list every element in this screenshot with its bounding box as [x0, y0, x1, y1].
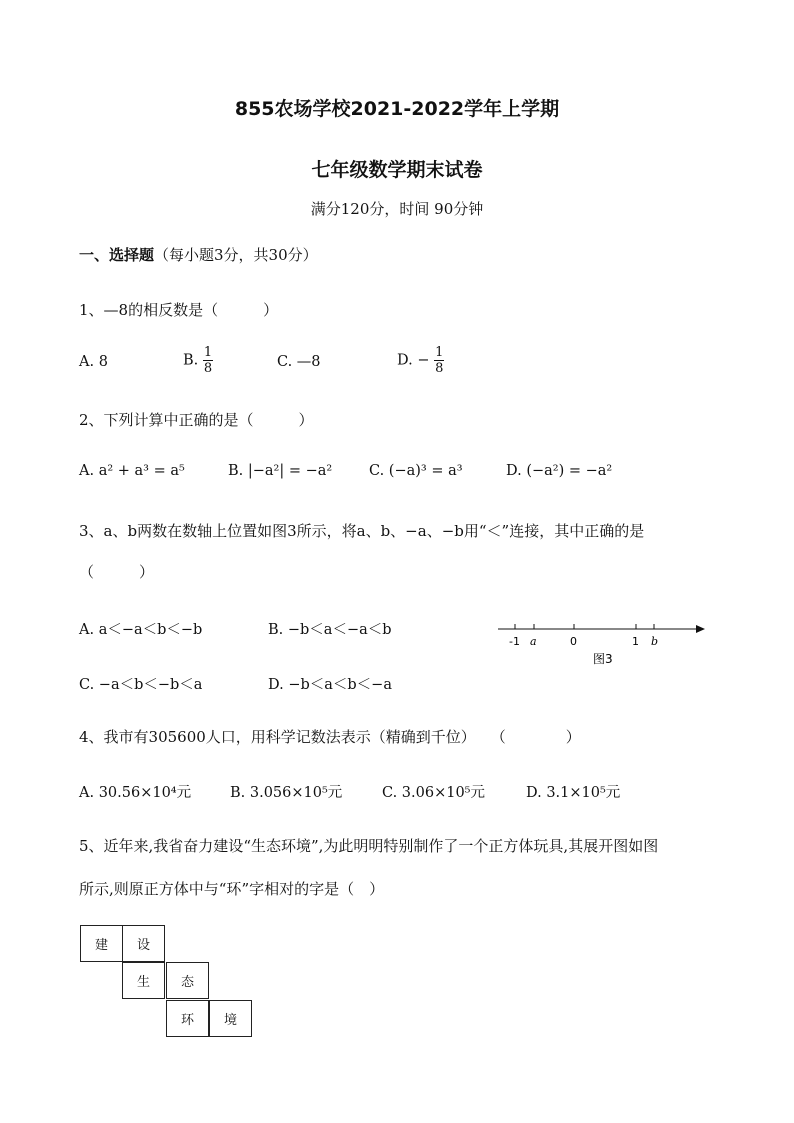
- fraction-denominator: 8: [203, 361, 213, 376]
- option-label: B.: [183, 352, 199, 369]
- figure-caption: 图3: [593, 652, 613, 666]
- question-2-option-c: C. (−a)³ = a³: [369, 463, 463, 479]
- question-2-option-d: D. (−a²) = −a²: [506, 463, 613, 479]
- section-heading: [79, 244, 318, 265]
- number-line-arrow-icon: [696, 625, 705, 633]
- question-3-stem-blank: （ ）: [79, 563, 155, 581]
- net-cell-she: 设: [122, 925, 165, 962]
- exam-info: 满分120分，时间 90分钟: [310, 200, 484, 218]
- label-a: a: [530, 635, 537, 648]
- question-5-stem-line2: 所示,则原正方体中与“环”字相对的字是（ ）: [79, 880, 385, 898]
- section-title: 一、选择题: [79, 246, 155, 264]
- fraction-numerator: 1: [203, 345, 213, 360]
- question-2-option-a: A. a² + a³ = a⁵: [79, 463, 185, 479]
- question-1-stem: 1、—8的相反数是（ ）: [79, 301, 279, 319]
- net-cell-jian: 建: [80, 925, 123, 962]
- fraction-numerator: 1: [435, 345, 444, 360]
- fraction-denominator: 8: [435, 361, 444, 376]
- question-5-stem-line1: 5、近年来,我省奋力建设“生态环境”,为此明明特别制作了一个正方体玩具,其展开图如图: [79, 837, 659, 855]
- question-3-option-a: A. a＜−a＜b＜−b: [79, 622, 203, 638]
- label-b: b: [651, 635, 659, 648]
- net-cell-sheng: 生: [122, 962, 165, 999]
- question-1-option-b: [183, 345, 213, 376]
- net-cell-jing: 境: [209, 1000, 252, 1037]
- section-note: （每小题3分，共30分）: [154, 246, 318, 264]
- question-2-option-b: B. |−a²| = −a²: [228, 463, 333, 479]
- question-4-option-b: B. 3.056×10⁵元: [230, 785, 343, 801]
- fraction: [434, 345, 444, 376]
- option-label: D. −: [397, 352, 430, 369]
- net-cell-huan: 环: [166, 1000, 209, 1037]
- question-1-option-d: [397, 345, 444, 376]
- net-cell-tai: 态: [166, 962, 209, 999]
- question-4-stem: 4、我市有305600人口，用科学记数法表示（精确到千位） （ ）: [79, 728, 581, 746]
- question-1-option-a: A. 8: [79, 354, 108, 370]
- fraction: [203, 345, 213, 376]
- label-one: 1: [632, 635, 639, 648]
- question-4-option-a: A. 30.56×10⁴元: [79, 785, 192, 801]
- question-4-option-c: C. 3.06×10⁵元: [382, 785, 485, 801]
- question-3-option-d: D. −b＜a＜b＜−a: [268, 677, 392, 693]
- question-1-option-c: C. —8: [277, 354, 321, 370]
- label-zero: 0: [570, 635, 577, 648]
- question-3-option-c: C. −a＜b＜−b＜a: [79, 677, 203, 693]
- question-3-option-b: B. −b＜a＜−a＜b: [268, 622, 392, 638]
- label-neg1: -1: [509, 635, 520, 648]
- question-2-stem: 2、下列计算中正确的是（ ）: [79, 411, 314, 429]
- question-4-option-d: D. 3.1×10⁵元: [526, 785, 621, 801]
- exam-title: 七年级数学期末试卷: [311, 159, 483, 181]
- cube-net-figure: [80, 925, 255, 1038]
- number-line-svg: [496, 618, 711, 668]
- question-3-stem: 3、a、b两数在数轴上位置如图3所示，将a、b、−a、−b用“＜”连接，其中正确的是: [79, 522, 645, 540]
- number-line-figure: [496, 618, 711, 668]
- exam-school-title: 855农场学校2021-2022学年上学期: [234, 98, 560, 120]
